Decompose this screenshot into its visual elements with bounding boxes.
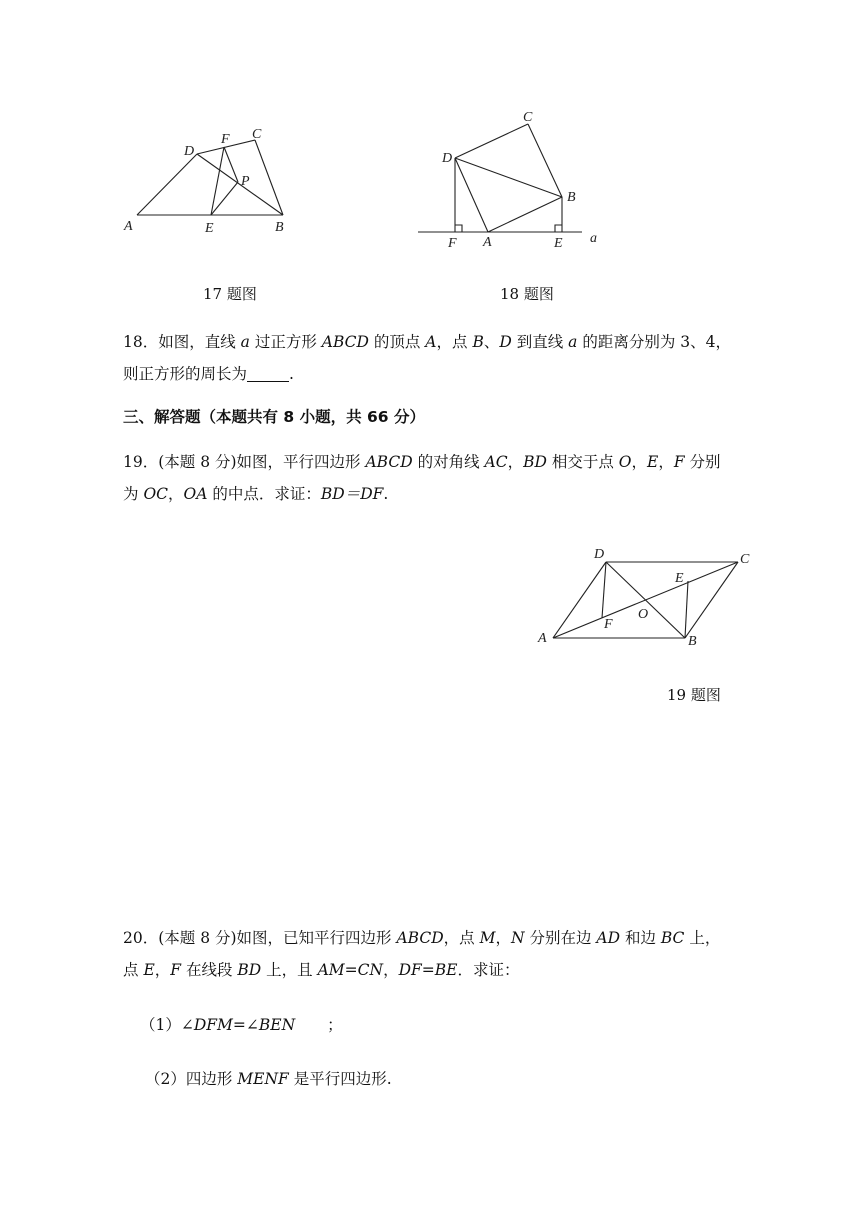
label-B: B — [275, 220, 284, 235]
label-B: B — [567, 190, 576, 205]
question-20-line-1: 20．(本题 8 分)如图，已知平行四边形 ABCD，点 M，N 分别在边 AD 和边 BC 上， — [123, 929, 721, 947]
figure-18-caption: 18 题图 — [500, 285, 554, 303]
figure-18-diagram — [410, 100, 610, 250]
label-P: P — [241, 174, 250, 189]
label-E: E — [675, 571, 684, 586]
label-E: E — [554, 236, 563, 251]
section-heading: 三、解答题（本题共有 8 小题，共 66 分） — [123, 408, 425, 426]
answer-blank — [247, 366, 289, 383]
figure-17-caption: 17 题图 — [203, 285, 257, 303]
label-C: C — [523, 110, 533, 125]
question-20-part-1: （1）∠DFM=∠BEN ； — [140, 1016, 343, 1034]
figure-19-caption: 19 题图 — [667, 686, 721, 704]
label-A: A — [124, 219, 133, 234]
question-18-line-2: 则正方形的周长为 . — [123, 365, 294, 383]
label-A: A — [483, 235, 492, 250]
label-F: F — [448, 236, 457, 251]
label-C: C — [740, 552, 750, 567]
question-20-line-2: 点 E，F 在线段 BD 上，且 AM=CN，DF=BE．求证： — [123, 961, 520, 979]
figure-18 — [410, 100, 610, 250]
question-19-line-1: 19．(本题 8 分)如图，平行四边形 ABCD 的对角线 AC，BD 相交于点 O，E，F 分别 — [123, 453, 721, 471]
question-19-line-2: 为 OC，OA 的中点．求证：BD＝DF. — [123, 485, 389, 503]
label-B: B — [688, 634, 697, 649]
question-20-part-2: （2）四边形 MENF 是平行四边形. — [145, 1070, 392, 1088]
figure-17-diagram — [120, 120, 300, 240]
question-19 — [123, 446, 763, 510]
label-D: D — [594, 547, 605, 562]
question-18-line-1: 18．如图，直线 a 过正方形 ABCD 的顶点 A，点 B、D 到直线 a 的距离分别为 3、4， — [123, 333, 731, 351]
label-D: D — [184, 144, 195, 159]
label-F: F — [221, 132, 230, 147]
figure-17 — [120, 120, 300, 240]
label-F: F — [604, 617, 613, 632]
question-20 — [123, 922, 763, 986]
label-O: O — [638, 607, 649, 622]
label-a: a — [590, 231, 597, 246]
question-18 — [123, 326, 763, 390]
label-A: A — [538, 631, 547, 646]
figure-19 — [530, 540, 760, 655]
label-D: D — [442, 151, 453, 166]
figure-19-diagram — [530, 540, 760, 655]
label-E: E — [205, 221, 214, 236]
label-C: C — [252, 127, 262, 142]
